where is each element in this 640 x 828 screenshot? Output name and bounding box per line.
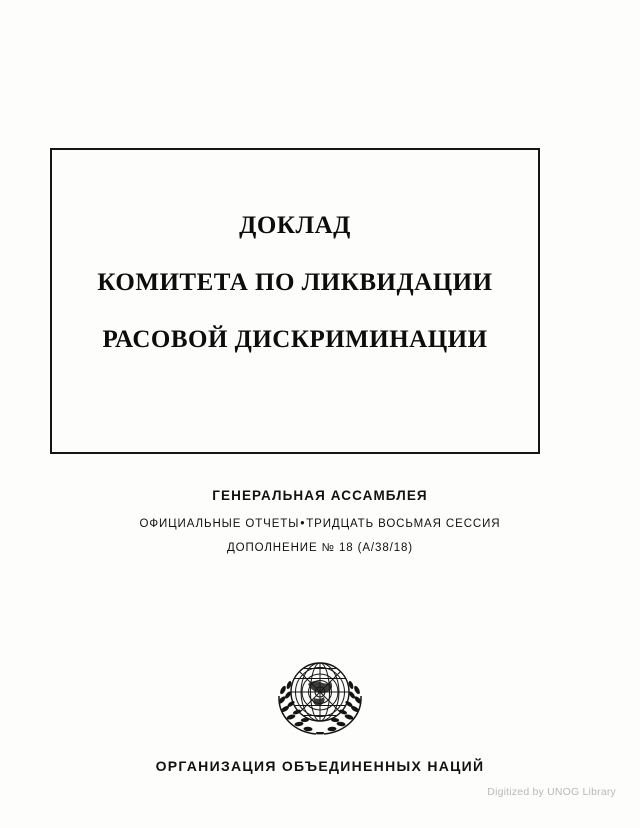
document-title-line-3: РАСОВОЙ ДИСКРИМИНАЦИИ bbox=[102, 326, 488, 353]
session-label: ТРИДЦАТЬ ВОСЬМАЯ СЕССИЯ bbox=[306, 518, 501, 530]
title-frame bbox=[50, 148, 540, 454]
official-records-label: ОФИЦИАЛЬНЫЕ ОТЧЕТЫ bbox=[139, 518, 300, 530]
supplement-label: ДОПОЛНЕНИЕ № 18 (A/38/18) bbox=[226, 542, 414, 554]
emblem-wrap bbox=[0, 650, 640, 742]
un-emblem-icon bbox=[266, 650, 374, 742]
assembly-block bbox=[0, 488, 640, 554]
assembly-subtitle bbox=[0, 518, 640, 530]
document-title-line-2: КОМИТЕТА ПО ЛИКВИДАЦИИ bbox=[97, 269, 493, 296]
organization-name: ОРГАНИЗАЦИЯ ОБЪЕДИНЕННЫХ НАЦИЙ bbox=[155, 758, 485, 774]
separator-dot: • bbox=[300, 518, 306, 530]
assembly-heading: ГЕНЕРАЛЬНАЯ АССАМБЛЕЯ bbox=[212, 488, 428, 503]
document-title-line-1: ДОКЛАД bbox=[239, 212, 351, 239]
digitized-watermark: Digitized by UNOG Library bbox=[487, 786, 616, 798]
